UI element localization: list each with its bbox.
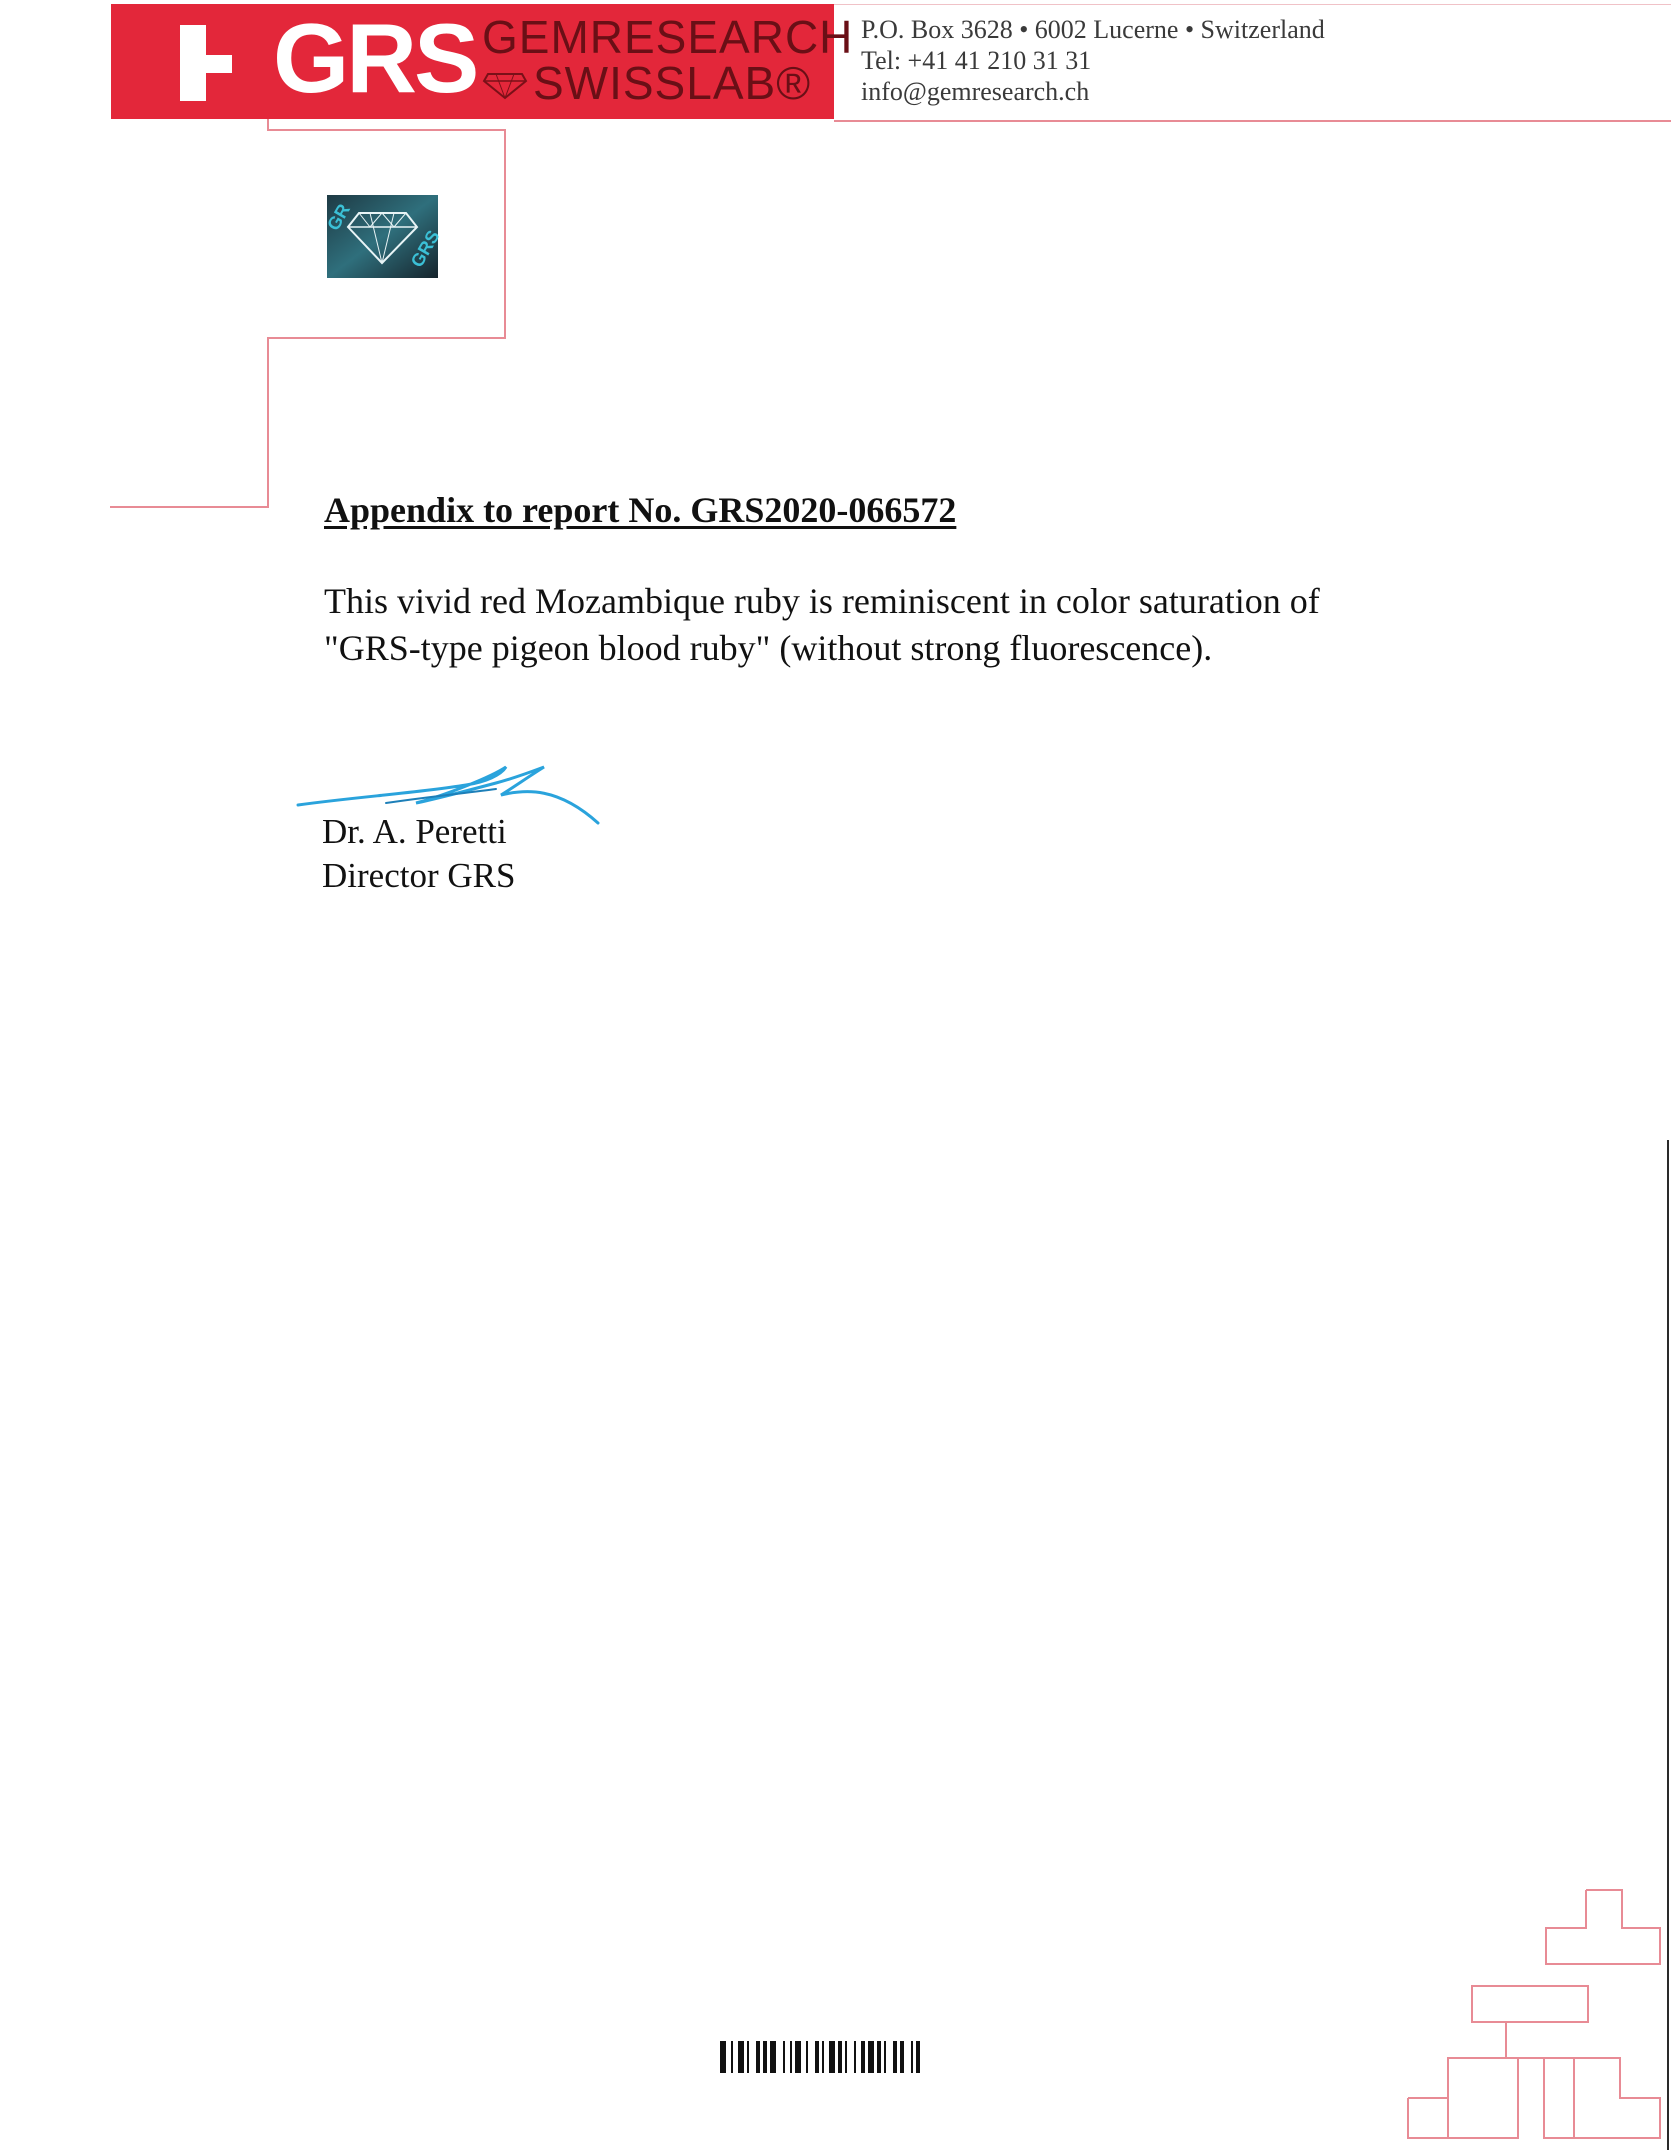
barcode-bar	[747, 2041, 749, 2073]
diamond-icon	[482, 70, 528, 100]
barcode-bar	[916, 2041, 920, 2073]
barcode-bar	[790, 2041, 792, 2073]
decorative-corner-pattern	[1400, 1880, 1671, 2150]
swiss-cross-icon	[180, 25, 206, 101]
barcode-bar	[845, 2041, 847, 2073]
swiss-cross-bar	[206, 55, 232, 73]
header-rule	[834, 120, 1671, 122]
header-contact	[861, 14, 1325, 107]
barcode-bar	[829, 2041, 835, 2073]
barcode-bar	[815, 2041, 819, 2073]
barcode	[720, 2041, 1050, 2073]
svg-text:GR: GR	[323, 200, 354, 234]
barcode-bar	[877, 2041, 881, 2073]
barcode-bar	[884, 2041, 886, 2073]
barcode-bar	[854, 2041, 856, 2073]
barcode-bar	[770, 2041, 776, 2073]
appendix-body	[324, 578, 1474, 672]
page-edge-shadow	[1667, 1140, 1669, 2150]
barcode-bar	[806, 2041, 808, 2073]
body-line: This vivid red Mozambique ruby is reminiscent in color saturation of	[324, 581, 1320, 621]
logo-wordmark: GRS	[273, 3, 477, 113]
barcode-bar	[783, 2041, 785, 2073]
contact-phone: Tel: +41 41 210 31 31	[861, 46, 1092, 75]
barcode-bar	[900, 2041, 904, 2073]
signatory-name: Dr. A. Peretti	[322, 812, 507, 851]
barcode-bar	[822, 2041, 824, 2073]
barcode-bar	[720, 2041, 726, 2073]
barcode-bar	[868, 2041, 874, 2073]
logo-gemresearch: GEMRESEARCH	[482, 11, 854, 63]
barcode-bar	[731, 2041, 733, 2073]
barcode-bar	[838, 2041, 842, 2073]
appendix-heading: Appendix to report No. GRS2020-066572	[324, 490, 957, 530]
body-line: "GRS-type pigeon blood ruby" (without strong fluorescence).	[324, 628, 1213, 668]
barcode-bar	[861, 2041, 865, 2073]
contact-email: info@gemresearch.ch	[861, 77, 1090, 106]
barcode-bar	[756, 2041, 760, 2073]
header-rule-top	[834, 4, 1671, 5]
barcode-bar	[738, 2041, 744, 2073]
diamond-hologram-icon	[323, 195, 444, 278]
barcode-bar	[763, 2041, 767, 2073]
barcode-bar	[795, 2041, 801, 2073]
logo-swisslab: SWISSLAB®	[533, 57, 812, 109]
signatory-title: Director GRS	[322, 856, 516, 895]
barcode-bar	[893, 2041, 897, 2073]
barcode-bar	[911, 2041, 913, 2073]
contact-address: P.O. Box 3628 • 6002 Lucerne • Switzerland	[861, 15, 1325, 44]
svg-text:GRS: GRS	[406, 226, 444, 271]
